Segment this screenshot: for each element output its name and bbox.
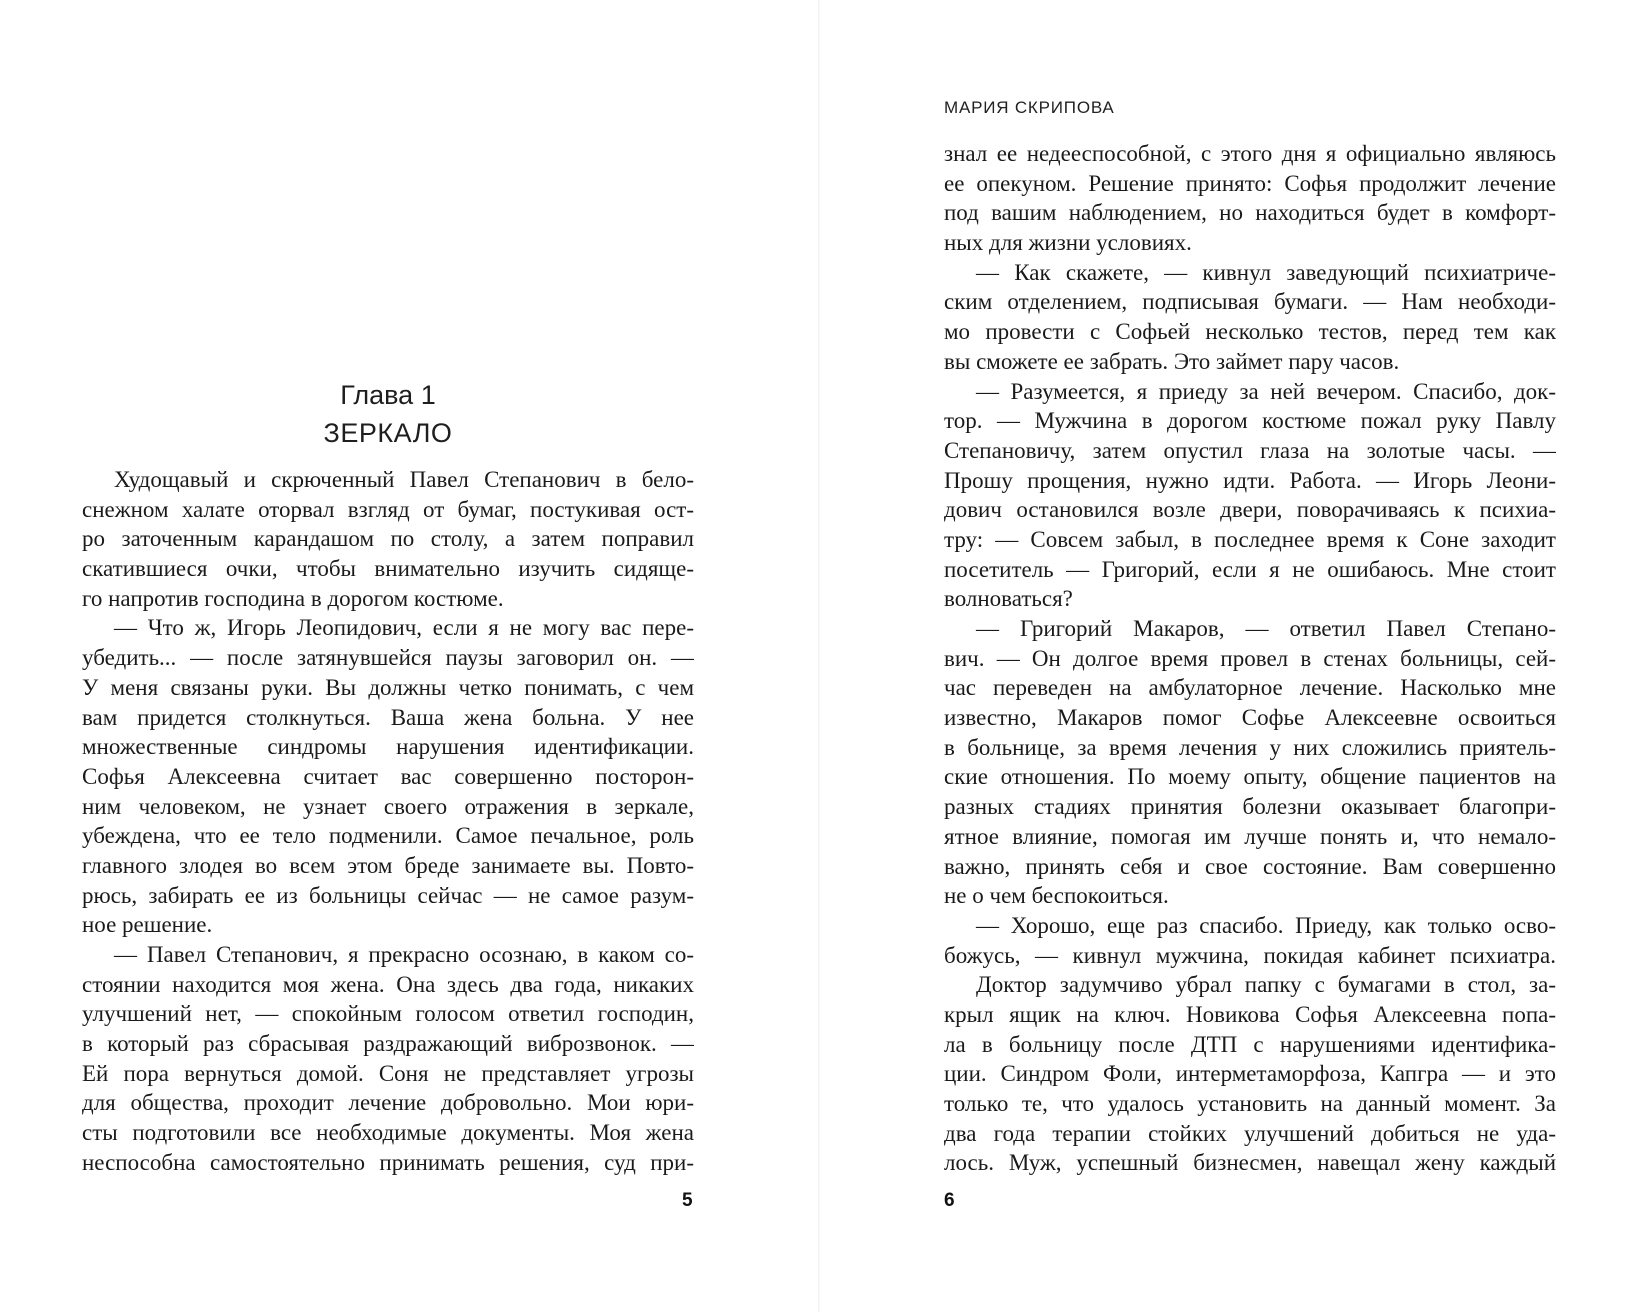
page-number-right: 6 (944, 1190, 955, 1211)
text-line: убеждена, что ее тело подменили. Самое печальное, роль (82, 823, 694, 849)
text-line: скатившиеся очки, чтобы внимательно изучить сидяще- (82, 556, 694, 582)
text-line: — Как скажете, — кивнул заведующий психиатриче- (976, 259, 1556, 285)
text-line: ции. Синдром Фоли, интерметаморфоза, Капгра — и это (944, 1061, 1556, 1087)
text-line: Софья Алексеевна считает вас совершенно посторон- (82, 763, 694, 789)
right-page (820, 0, 1630, 1312)
text-line: в больнице, за время лечения у них сложились приятель- (944, 734, 1556, 760)
left-page-text (82, 465, 694, 1178)
text-line: — Что ж, Игорь Леопидович, если я не могу вас пере- (114, 615, 694, 641)
chapter-number: Глава 1 (340, 380, 436, 410)
text-line: — Разумеется, я приеду за ней вечером. Спасибо, док- (976, 378, 1556, 404)
text-line: вич. — Он долгое время провел в стенах больницы, сей- (944, 645, 1556, 671)
text-line: Худощавый и скрюченный Павел Степанович в бело- (114, 467, 694, 492)
text-line: стоянии находится моя жена. Она здесь два года, никаких (82, 971, 694, 997)
text-line: ним человеком, не узнает своего отражения в зеркале, (82, 793, 694, 819)
text-line: ее опекуном. Решение принято: Софья продолжит лечение (944, 170, 1556, 196)
text-line: главного злодея во всем этом бреде занимаете вы. Повто- (82, 852, 694, 878)
text-line: два года терапии стойких улучшений добиться не уда- (944, 1120, 1556, 1146)
text-line: улучшений нет, — спокойным голосом ответил господин, (82, 1001, 694, 1027)
text-line: не о чем беспокоиться. (944, 883, 1169, 909)
text-line: посетитель — Григорий, если я не ошибаюсь. Мне стоит (944, 556, 1556, 582)
text-line: Прошу прощения, нужно идти. Работа. — Игорь Леони- (944, 467, 1556, 493)
text-line: вы сможете ее забрать. Это займет пару часов. (944, 348, 1400, 374)
text-line: известно, Макаров помог Софье Алексеевне освоиться (944, 705, 1556, 731)
text-line: тор. — Мужчина в дорогом костюме пожал руку Павлу (944, 408, 1556, 434)
text-line: под вашим наблюдением, но находиться будет в комфорт- (944, 200, 1556, 226)
text-line: сты подготовили все необходимые документы. Моя жена (82, 1120, 694, 1146)
text-line: го напротив господина в дорогом костюме. (82, 585, 504, 611)
text-line: множественные синдромы нарушения идентификации. (82, 734, 694, 760)
text-line: ятное влияние, помогая им лучше понять и, что немало- (944, 823, 1556, 849)
text-line: волноваться? (944, 586, 1073, 612)
text-line: неспособна самостоятельно принимать решения, суд при- (82, 1149, 694, 1175)
text-line: У меня связаны руки. Вы должны четко понимать, с чем (82, 674, 694, 700)
text-line: вам придется столкнуться. Ваша жена больна. У нее (82, 704, 694, 730)
text-line: ские отношения. По моему опыту, общение пациентов на (944, 764, 1556, 790)
running-head-author: МАРИЯ СКРИПОВА (944, 98, 1115, 117)
text-line: только те, что удалось установить на данный момент. За (944, 1091, 1556, 1116)
text-line: ро заточенным карандашом по столу, а затем поправил (82, 526, 694, 552)
right-page-text (944, 139, 1556, 1178)
text-line: разных стадиях принятия болезни оказывает благопри- (944, 794, 1556, 820)
text-line: ных для жизни условиях. (944, 230, 1192, 256)
text-line: в который раз сбрасывая раздражающий виброзвонок. — (82, 1031, 694, 1057)
text-line: ским отделением, подписывая бумаги. — Нам необходи- (944, 289, 1556, 315)
text-line: убедить... — после затянувшейся паузы заговорил он. — (82, 645, 694, 671)
text-line: важно, принять себя и свое состояние. Вам совершенно (944, 853, 1556, 879)
text-line: крыл ящик на ключ. Новикова Софья Алексеевна попа- (944, 1001, 1556, 1027)
page-number-left: 5 (682, 1190, 693, 1211)
text-line: — Григорий Макаров, — ответил Павел Степано- (976, 616, 1556, 641)
text-line: Доктор задумчиво убрал папку с бумагами в стол, за- (976, 972, 1556, 998)
text-line: — Павел Степанович, я прекрасно осознаю, в каком со- (114, 942, 694, 967)
text-line: рюсь, забирать ее из больницы сейчас — не самое разум- (82, 882, 694, 908)
text-line: Ей пора вернуться домой. Соня не представляет угрозы (82, 1060, 694, 1086)
text-line: лось. Муж, успешный бизнесмен, навещал жену каждый (944, 1150, 1556, 1176)
text-line: божусь, — кивнул мужчина, покидая кабинет психиатра. (944, 942, 1556, 968)
text-line: знал ее недееспособной, с этого дня я официально являюсь (944, 141, 1556, 166)
text-line: для общества, проходит лечение добровольно. Мои юри- (82, 1090, 694, 1116)
text-line: мо провести с Софьей несколько тестов, перед тем как (944, 319, 1556, 345)
text-line: Степановичу, затем опустил глаза на золотые часы. — (944, 437, 1556, 463)
text-line: ное решение. (82, 912, 213, 938)
text-line: час переведен на амбулаторное лечение. Насколько мне (944, 675, 1556, 701)
text-line: ла в больницу после ДТП с нарушениями идентифика- (944, 1031, 1556, 1057)
text-line: — Хорошо, еще раз спасибо. Приеду, как только осво- (976, 912, 1556, 938)
text-line: тру: — Совсем забыл, в последнее время к Соне заходит (944, 526, 1556, 552)
text-line: дович остановился возле двери, поворачиваясь к психиа- (944, 497, 1556, 523)
chapter-title: ЗЕРКАЛО (323, 418, 453, 448)
text-line: снежном халате оторвал взгляд от бумаг, постукивая ост- (82, 496, 694, 522)
